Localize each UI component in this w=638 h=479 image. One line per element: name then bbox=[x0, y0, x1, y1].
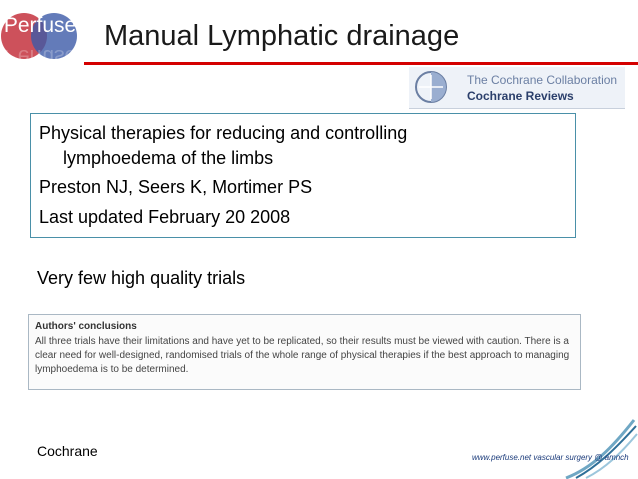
slide-title: Manual Lymphatic drainage bbox=[104, 20, 460, 52]
reference-box bbox=[30, 113, 576, 238]
reference-updated: Last updated February 20 2008 bbox=[39, 207, 291, 227]
wave-logo-icon bbox=[562, 418, 638, 479]
conclusion-body: All three trials have their limitations and have yet to be replicated, so their results must be viewed with caution. There is a clear need for well-designed, randomised trials of the whole range of physical therapies if the best approach to managing lymphoedema is to be determined. bbox=[35, 336, 570, 375]
cochrane-logo bbox=[409, 67, 625, 109]
svg-text:Perfuse: Perfuse bbox=[3, 45, 77, 68]
perfuse-logo bbox=[0, 4, 80, 72]
reference-title-line2: lymphoedema of the limbs bbox=[63, 148, 274, 168]
authors-conclusions-excerpt bbox=[28, 314, 581, 390]
footer-link[interactable]: www.perfuse.net vascular surgery @ amnch bbox=[472, 453, 629, 462]
cochrane-swirl-icon bbox=[411, 69, 457, 106]
conclusion-heading: Authors' conclusions bbox=[35, 321, 137, 332]
quality-note: Very few high quality trials bbox=[37, 268, 246, 288]
cochrane-logo-line1: The Cochrane Collaboration bbox=[467, 73, 618, 87]
cochrane-logo-line2: Cochrane Reviews bbox=[467, 89, 574, 103]
title-underline bbox=[84, 62, 638, 65]
logo-text: Perfuse bbox=[3, 14, 77, 37]
reference-title-line1: Physical therapies for reducing and controlling bbox=[39, 123, 408, 143]
source-label: Cochrane bbox=[37, 443, 98, 459]
reference-authors: Preston NJ, Seers K, Mortimer PS bbox=[39, 177, 313, 197]
